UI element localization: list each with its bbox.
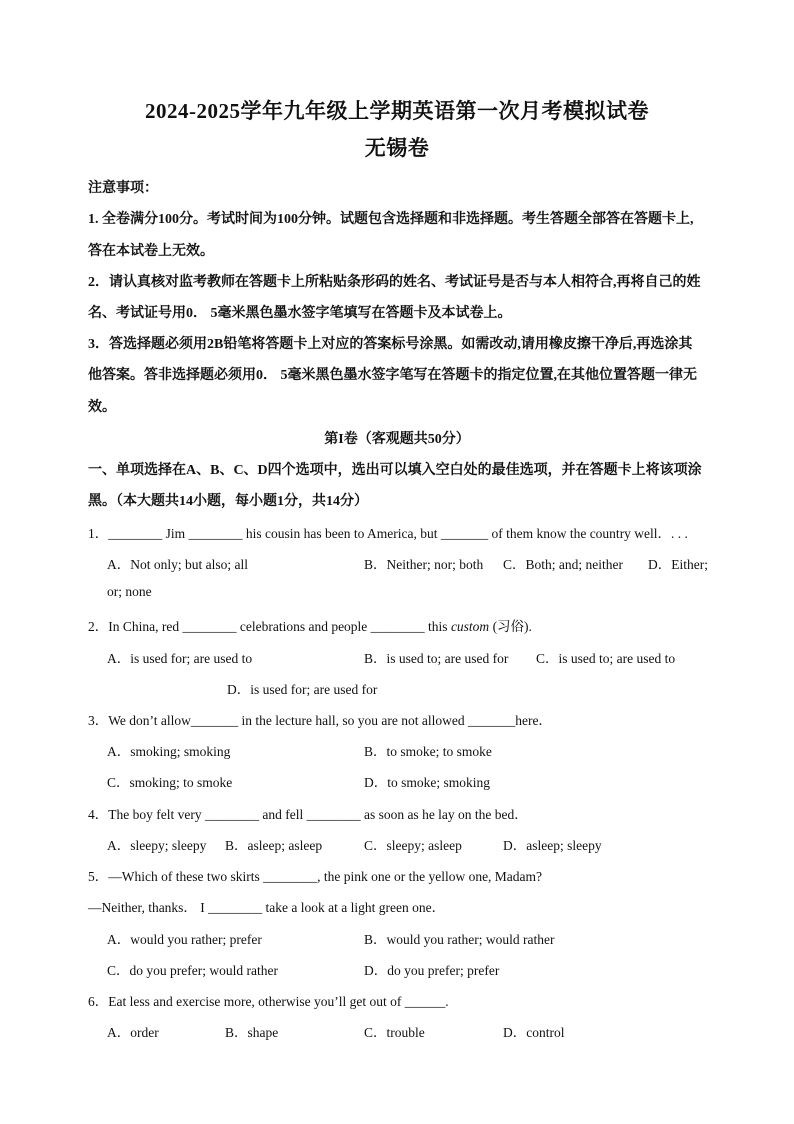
exam-title: 2024-2025学年九年级上学期英语第一次月考模拟试卷 (145, 99, 649, 123)
option-b: B．to smoke; to smoke (364, 744, 492, 759)
question-stem: 3．We don’t allow_______ in the lecture hall, so you are not allowed _______here． (88, 713, 552, 728)
option-d-continued: or; none (107, 584, 152, 599)
option-d: D．control (503, 1025, 565, 1040)
question-stem (88, 615, 532, 635)
section-title: 第I卷（客观题共50分） (324, 432, 470, 447)
option-d: D．to smoke; smoking (364, 775, 491, 790)
option-d: D．is used for; are used for (227, 682, 378, 697)
option-d: D．Either; (648, 557, 708, 572)
stem-text: 2．In China, red ________ celebrations and people ________ this (88, 619, 451, 634)
option-c: C．do you prefer; would rather (107, 963, 278, 978)
note-line: 答在本试卷上无效。 (88, 244, 214, 259)
note-line: 2．请认真核对监考教师在答题卡上所粘贴条形码的姓名、考试证号是否与本人相符合,再将自己的姓 (88, 275, 701, 290)
note-line: 他答案。答非选择题必须用0． 5毫米黑色墨水签字笔写在答题卡的指定位置,在其他位置答题一律无 (88, 368, 697, 383)
note-line: 效。 (88, 400, 116, 415)
question-stem: 1．________ Jim ________ his cousin has been to America, but _______ of them know the country well．. . . (88, 526, 688, 541)
option-a: A．smoking; smoking (107, 744, 231, 759)
notes-heading: 注意事项： (88, 181, 158, 196)
stem-italic-word: custom (450, 619, 490, 634)
option-d: D．do you prefer; prefer (364, 963, 500, 978)
option-c: C．Both; and; neither (503, 557, 623, 572)
question-stem: 4．The boy felt very ________ and fell ________ as soon as he lay on the bed． (88, 807, 528, 822)
option-c: C．is used to; are used to (536, 651, 676, 666)
note-line: 名、考试证号用0． 5毫米黑色墨水签字笔填写在答题卡及本试卷上。 (88, 306, 512, 321)
option-a: A．Not only; but also; all (107, 557, 248, 572)
exam-subtitle: 无锡卷 (364, 136, 430, 160)
note-line: 1. 全卷满分100分。考试时间为100分钟。试题包含选择题和非选择题。考生答题全部答在答题卡上, (88, 212, 694, 227)
option-c: C．trouble (364, 1025, 425, 1040)
option-b: B．shape (225, 1025, 279, 1040)
option-b: B．asleep; asleep (225, 838, 323, 853)
option-b: B．Neither; nor; both (364, 557, 484, 572)
option-a: A．sleepy; sleepy (107, 838, 207, 853)
option-a: A．is used for; are used to (107, 651, 253, 666)
option-b: B．is used to; are used for (364, 651, 509, 666)
question-stem-reply: —Neither, thanks． I ________ take a look at a light green one． (88, 900, 446, 915)
part-instructions: 黑。（本大题共14小题，每小题1分，共14分） (88, 494, 368, 509)
note-line: 3．答选择题必须用2B铅笔将答题卡上对应的答案标号涂黑。如需改动,请用橡皮擦干净后,再选涂其 (88, 337, 693, 352)
part-instructions: 一、单项选择在A、B、C、D四个选项中，选出可以填入空白处的最佳选项，并在答题卡上将该项涂 (88, 463, 702, 478)
option-a: A．would you rather; prefer (107, 932, 262, 947)
question-stem: 5．—Which of these two skirts ________, the pink one or the yellow one, Madam? (88, 869, 543, 884)
option-d: D．asleep; sleepy (503, 838, 602, 853)
option-b: B．would you rather; would rather (364, 932, 555, 947)
option-c: C．smoking; to smoke (107, 775, 233, 790)
stem-text: (习俗). (489, 619, 532, 634)
option-c: C．sleepy; asleep (364, 838, 462, 853)
option-a: A．order (107, 1025, 159, 1040)
question-stem: 6．Eat less and exercise more, otherwise you’ll get out of ______. (88, 994, 449, 1009)
